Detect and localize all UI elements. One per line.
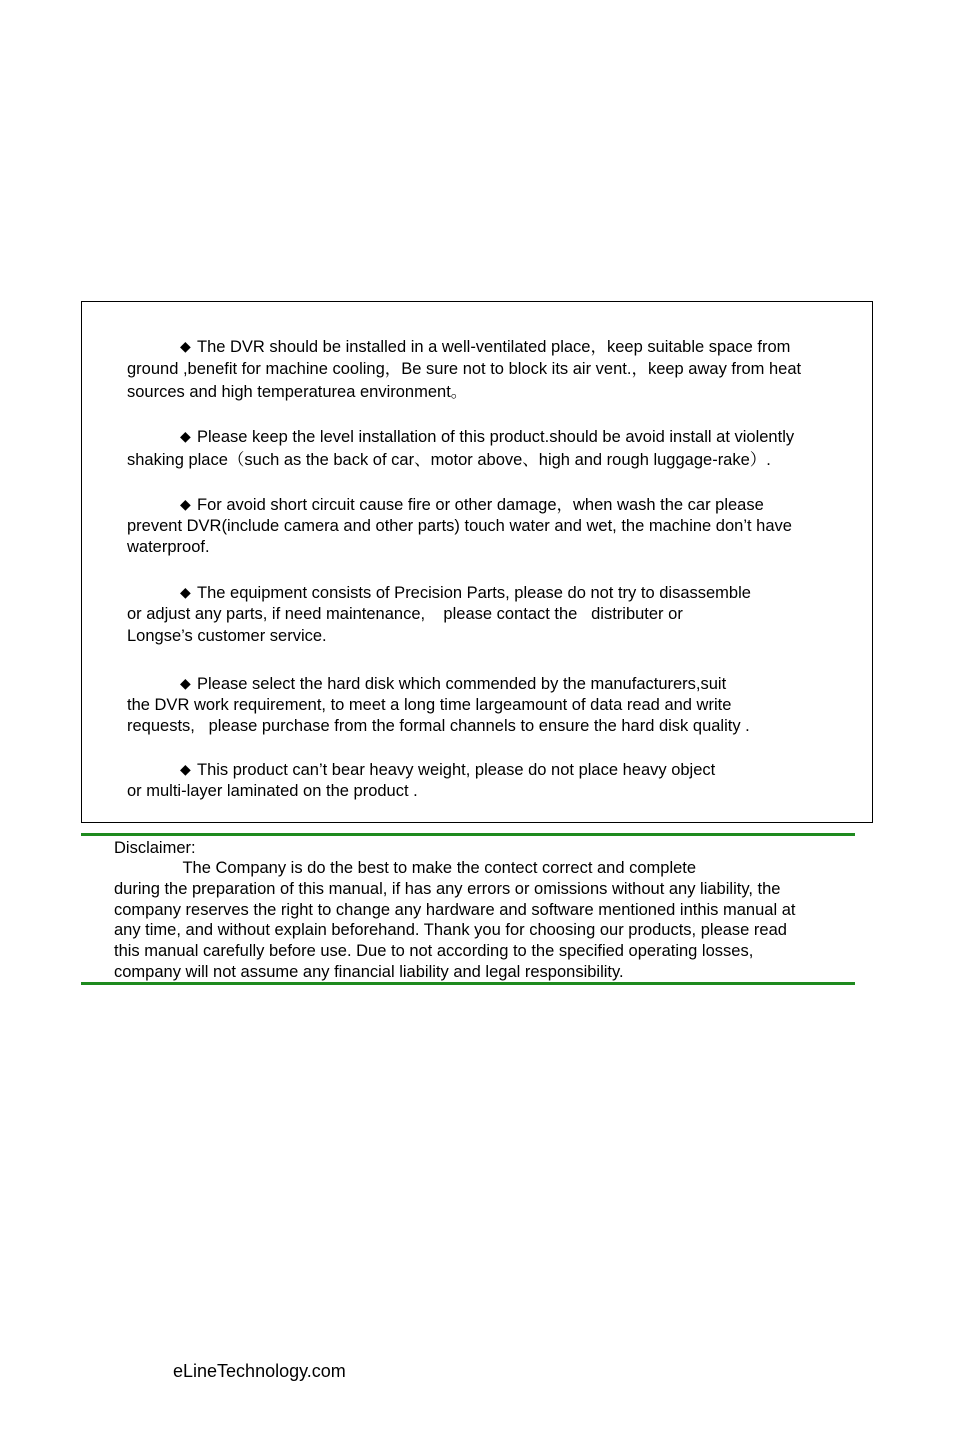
notice-1-line-1: ◆ The DVR should be installed in a well-ventilated place，keep suitable space from xyxy=(180,338,791,356)
disclaimer-bottom-rule xyxy=(81,982,855,985)
notice-3-line-3: waterproof. xyxy=(127,538,210,556)
notice-2-line-1: ◆ Please keep the level installation of this product.should be avoid install at violently xyxy=(180,428,795,446)
footer-website: eLineTechnology.com xyxy=(173,1361,346,1381)
diamond-bullet-icon: ◆ xyxy=(180,428,191,444)
notice-4-line-1: ◆ The equipment consists of Precision Parts, please do not try to disassemble xyxy=(180,584,751,602)
notice-2-line-2: shaking place（such as the back of car、motor above、high and rough luggage-rake）. xyxy=(127,451,771,469)
notice-5-line-3: requests, please purchase from the formal channels to ensure the hard disk quality . xyxy=(127,717,750,735)
notice-1-line-2: ground ,benefit for machine cooling，Be sure not to block its air vent.，keep away from heat xyxy=(127,360,802,378)
disclaimer-line-4: any time, and without explain beforehand. Thank you for choosing our products, please read xyxy=(114,921,787,939)
notice-6-line-1: ◆ This product can’t bear heavy weight, please do not place heavy object xyxy=(180,761,716,779)
disclaimer-line-3: company reserves the right to change any hardware and software mentioned inthis manual at xyxy=(114,901,796,919)
notice-1-line-3: sources and high temperaturea environment。 xyxy=(127,383,468,401)
disclaimer-line-2: during the preparation of this manual, if has any errors or omissions without any liability, the xyxy=(114,880,781,898)
notice-4-line-3: Longse’s customer service. xyxy=(127,627,327,645)
diamond-bullet-icon: ◆ xyxy=(180,584,191,600)
notice-6-line-2: or multi-layer laminated on the product . xyxy=(127,782,418,800)
disclaimer-line-5: this manual carefully before use. Due to not according to the specified operating losses, xyxy=(114,942,754,960)
diamond-bullet-icon: ◆ xyxy=(180,338,191,354)
safety-notice-box xyxy=(81,301,873,823)
notice-5-line-2: the DVR work requirement, to meet a long time largeamount of data read and write xyxy=(127,696,732,714)
notice-4-line-2: or adjust any parts, if need maintenance, please contact the distributer or xyxy=(127,605,683,623)
notice-5-line-1: ◆ Please select the hard disk which commended by the manufacturers,suit xyxy=(180,675,727,693)
disclaimer-top-rule xyxy=(81,833,855,836)
notice-3-line-1: ◆ For avoid short circuit cause fire or other damage，when wash the car please xyxy=(180,496,764,514)
disclaimer-line-1: The Company is do the best to make the contect correct and complete xyxy=(114,859,697,877)
diamond-bullet-icon: ◆ xyxy=(180,496,191,512)
disclaimer-heading: Disclaimer: xyxy=(114,839,196,857)
diamond-bullet-icon: ◆ xyxy=(180,675,191,691)
notice-3-line-2: prevent DVR(include camera and other parts) touch water and wet, the machine don’t have xyxy=(127,517,792,535)
disclaimer-line-6: company will not assume any financial liability and legal responsibility. xyxy=(114,963,624,981)
diamond-bullet-icon: ◆ xyxy=(180,761,191,777)
